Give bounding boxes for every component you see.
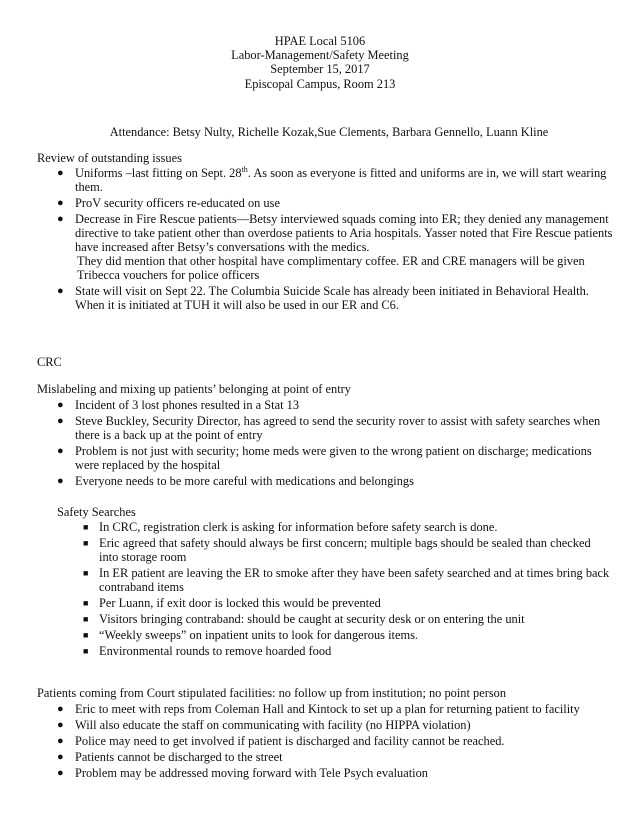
item-text: Eric agreed that safety should always be first concern; multiple bags should be sealed than checked into storage room xyxy=(99,536,591,564)
bullet-icon: ● xyxy=(57,445,64,457)
square-bullet-icon: ■ xyxy=(83,568,89,578)
attendance-line: Attendance: Betsy Nulty, Richelle Kozak,Sue Clements, Barbara Gennello, Luann Kline xyxy=(109,125,549,139)
item-text: Per Luann, if exit door is locked this would be prevented xyxy=(99,596,381,610)
square-bullet-icon: ■ xyxy=(83,598,89,608)
crc-list xyxy=(57,398,617,490)
list-item xyxy=(57,766,617,780)
bullet-icon: ● xyxy=(57,475,64,487)
list-item xyxy=(57,474,617,488)
item-text: Everyone needs to be more careful with medications and belongings xyxy=(75,474,414,488)
bullet-icon: ● xyxy=(57,415,64,427)
item-text: Environmental rounds to remove hoarded food xyxy=(99,644,332,658)
square-bullet-icon: ■ xyxy=(83,522,89,532)
bullet-icon: ● xyxy=(57,213,64,225)
list-item xyxy=(83,644,613,658)
item-text: ProV security officers re-educated on use xyxy=(75,196,280,210)
item-text: Incident of 3 lost phones resulted in a Stat 13 xyxy=(75,398,300,412)
item-text: “Weekly sweeps” on inpatient units to look for dangerous items. xyxy=(99,628,419,642)
item-text: Uniforms –last fitting on Sept. 28 xyxy=(75,166,242,180)
section-title-crc: CRC xyxy=(37,355,62,369)
meeting-date: September 15, 2017 xyxy=(270,62,370,77)
crc-subtitle: Mislabeling and mixing up patients’ belonging at point of entry xyxy=(37,382,351,396)
bullet-icon: ● xyxy=(57,767,64,779)
bullet-icon: ● xyxy=(57,285,64,297)
bullet-icon: ● xyxy=(57,399,64,411)
square-bullet-icon: ■ xyxy=(83,538,89,548)
list-item xyxy=(83,596,613,610)
item-text: Police may need to get involved if patient is discharged and facility cannot be reached. xyxy=(75,734,505,748)
item-text: Steve Buckley, Security Director, has agreed to send the security rover to assist with safety searches when there is a back up at the point of entry xyxy=(75,414,601,442)
bullet-icon: ● xyxy=(57,197,64,209)
item-text: In ER patient are leaving the ER to smoke after they have been safety searched and at times bring back contraband items xyxy=(99,566,610,594)
list-item xyxy=(83,612,613,626)
document-header xyxy=(0,34,640,91)
meeting-location: Episcopal Campus, Room 213 xyxy=(244,76,396,91)
list-item xyxy=(57,750,617,764)
square-bullet-icon: ■ xyxy=(83,614,89,624)
square-bullet-icon: ■ xyxy=(83,646,89,656)
list-item xyxy=(57,734,617,748)
item-text: Problem is not just with security; home meds were given to the wrong patient on discharge; medications were replaced by the hospital xyxy=(75,444,592,472)
item-text: Patients cannot be discharged to the street xyxy=(75,750,283,764)
list-item xyxy=(57,444,617,472)
item-text: . As soon as everyone is fitted and uniforms are in, we will start wearing them. xyxy=(75,166,607,194)
list-item xyxy=(57,284,617,312)
bullet-icon: ● xyxy=(57,735,64,747)
square-bullet-icon: ■ xyxy=(83,630,89,640)
safety-list xyxy=(83,520,613,660)
item-text: Problem may be addressed moving forward with Tele Psych evaluation xyxy=(75,766,428,780)
section-title-review: Review of outstanding issues xyxy=(37,151,182,165)
list-item xyxy=(57,196,617,210)
section-title-safety-searches: Safety Searches xyxy=(57,505,136,519)
bullet-icon: ● xyxy=(57,703,64,715)
section-title-court: Patients coming from Court stipulated facilities: no follow up from institution; no point person xyxy=(37,686,507,700)
list-item xyxy=(83,520,613,534)
bullet-icon: ● xyxy=(57,719,64,731)
list-item xyxy=(57,702,617,716)
list-item xyxy=(83,536,613,564)
item-text: Visitors bringing contraband: should be caught at security desk or on entering the unit xyxy=(99,612,525,626)
list-item xyxy=(57,718,617,732)
bullet-icon: ● xyxy=(57,751,64,763)
meeting-title: Labor-Management/Safety Meeting xyxy=(231,48,409,63)
org-name: HPAE Local 5106 xyxy=(274,34,366,48)
list-item xyxy=(57,212,617,282)
list-item xyxy=(83,566,613,594)
list-item xyxy=(83,628,613,642)
item-text-continued: They did mention that other hospital have complimentary coffee. ER and CRE managers will be given Tribecca vouchers for police officers xyxy=(77,254,585,282)
review-list xyxy=(57,166,617,314)
item-text: In CRC, registration clerk is asking for information before safety search is done. xyxy=(99,520,498,534)
bullet-icon: ● xyxy=(57,167,64,179)
list-item xyxy=(57,166,617,194)
item-text: Decrease in Fire Rescue patients—Betsy interviewed squads coming into ER; they denied any management directive to take patient other than overdose patients to Aria hospitals. Yasser noted that Fire Rescue patients have increased after Betsy’s conversations with the medics. xyxy=(75,212,613,254)
list-item xyxy=(57,398,617,412)
item-text: State will visit on Sept 22. The Columbia Suicide Scale has already been initiated in Behavioral Health. When it is initiated at TUH it will also be used in our ER and C6. xyxy=(75,284,589,312)
list-item xyxy=(57,414,617,442)
superscript: th xyxy=(241,164,248,174)
item-text: Eric to meet with reps from Coleman Hall and Kintock to set up a plan for returning patient to facility xyxy=(75,702,580,716)
item-text: Will also educate the staff on communicating with facility (no HIPPA violation) xyxy=(75,718,471,732)
court-list xyxy=(57,702,617,782)
